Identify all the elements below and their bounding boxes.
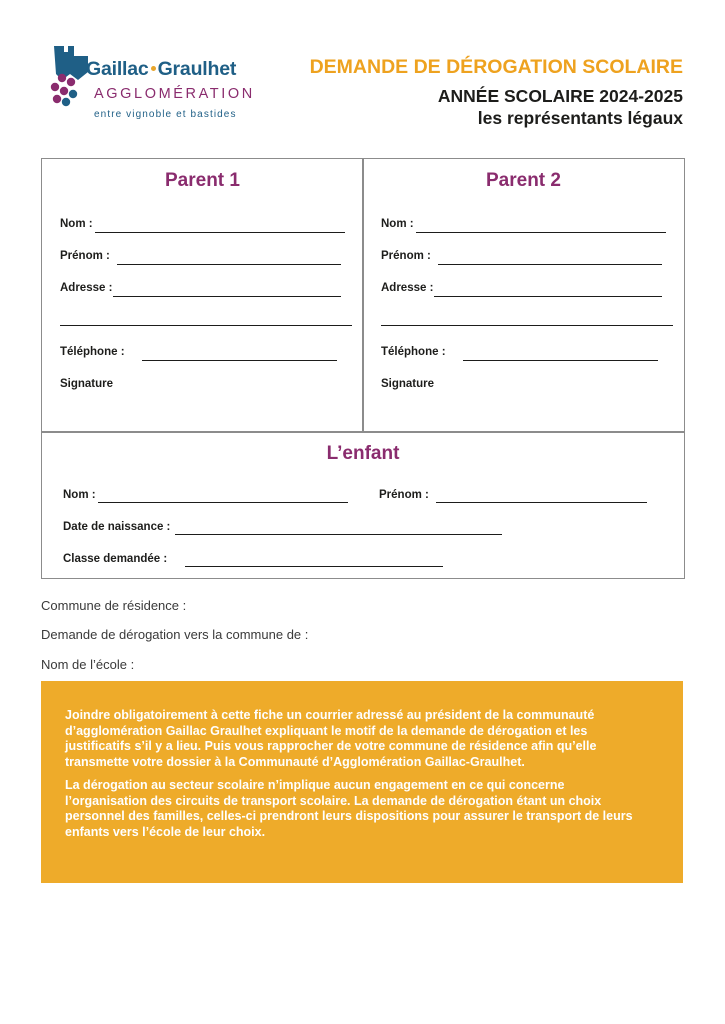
child-heading: L’enfant xyxy=(326,443,400,464)
document-subtitle: les représentants légaux xyxy=(477,108,683,128)
school-year: ANNÉE SCOLAIRE 2024-2025 xyxy=(437,86,683,106)
ecole-label: Nom de l’école : xyxy=(41,657,135,672)
parent-2-prenom-line[interactable] xyxy=(438,264,662,265)
document-title: DEMANDE DE DÉROGATION SCOLAIRE xyxy=(309,56,683,78)
child-classe-line[interactable] xyxy=(185,566,443,567)
parent-1-nom-line[interactable] xyxy=(95,232,345,233)
notice-box xyxy=(41,681,683,883)
parent-1-section xyxy=(41,158,364,433)
parent-1-prenom-label: Prénom : xyxy=(60,250,110,262)
parent-2-heading: Parent 2 xyxy=(486,170,561,191)
parent-2-adresse-line-2[interactable] xyxy=(381,325,673,326)
logo-tagline: entre vignoble et bastides xyxy=(94,109,237,120)
commune-derogation-label: Demande de dérogation vers la commune de : xyxy=(41,627,309,642)
child-prenom-label: Prénom : xyxy=(379,489,429,501)
logo-subtitle: AGGLOMÉRATION xyxy=(94,86,255,102)
parent-2-adresse-line[interactable] xyxy=(434,296,662,297)
child-naissance-line[interactable] xyxy=(175,534,502,535)
parent-1-nom-label: Nom : xyxy=(60,218,93,230)
parent-1-telephone-line[interactable] xyxy=(142,360,337,361)
parent-1-adresse-line[interactable] xyxy=(113,296,341,297)
commune-residence-label: Commune de résidence : xyxy=(41,598,187,613)
parent-2-signature-label: Signature xyxy=(381,378,435,390)
parent-1-signature-label: Signature xyxy=(60,378,114,390)
child-section xyxy=(41,431,685,579)
parent-1-heading: Parent 1 xyxy=(165,170,240,191)
parent-2-nom-line[interactable] xyxy=(416,232,666,233)
child-nom-line[interactable] xyxy=(98,502,348,503)
notice-paragraph-1: Joindre obligatoirement à cette fiche un courrier adressé au président de la communauté d’agglomération Gaillac Graulhet expliquant le motif de la demande de dérogation et les justificatifs s’il y a lieu. Puis vous rapprocher de votre commune de résidence afin qu’elle transmette votre dossier à la Communauté d’Agglomération Gaillac-Graulhet. xyxy=(65,708,597,769)
parent-1-telephone-label: Téléphone : xyxy=(60,346,125,358)
parent-2-telephone-line[interactable] xyxy=(463,360,658,361)
agglomeration-logo xyxy=(48,44,288,126)
child-nom-label: Nom : xyxy=(63,489,96,501)
notice-paragraph-2: La dérogation au secteur scolaire n’implique aucun engagement en ce qui concerne l’organisation des circuits de transport scolaire. La demande de dérogation étant un choix personnel des familles, celles-ci prendront leurs dispositions pour assurer le transport de leurs enfants vers l’école de leur choix. xyxy=(65,778,633,839)
parent-1-adresse-label: Adresse : xyxy=(60,282,113,294)
child-classe-label: Classe demandée : xyxy=(63,553,168,565)
parent-2-telephone-label: Téléphone : xyxy=(381,346,446,358)
parent-1-prenom-line[interactable] xyxy=(117,264,341,265)
parent-2-nom-label: Nom : xyxy=(381,218,414,230)
parent-2-section xyxy=(362,158,685,433)
parent-2-prenom-label: Prénom : xyxy=(381,250,431,262)
parent-2-adresse-label: Adresse : xyxy=(381,282,434,294)
child-prenom-line[interactable] xyxy=(436,502,647,503)
parent-1-adresse-line-2[interactable] xyxy=(60,325,352,326)
logo-name: Gaillac Graulhet xyxy=(86,58,237,80)
child-naissance-label: Date de naissance : xyxy=(63,521,171,533)
